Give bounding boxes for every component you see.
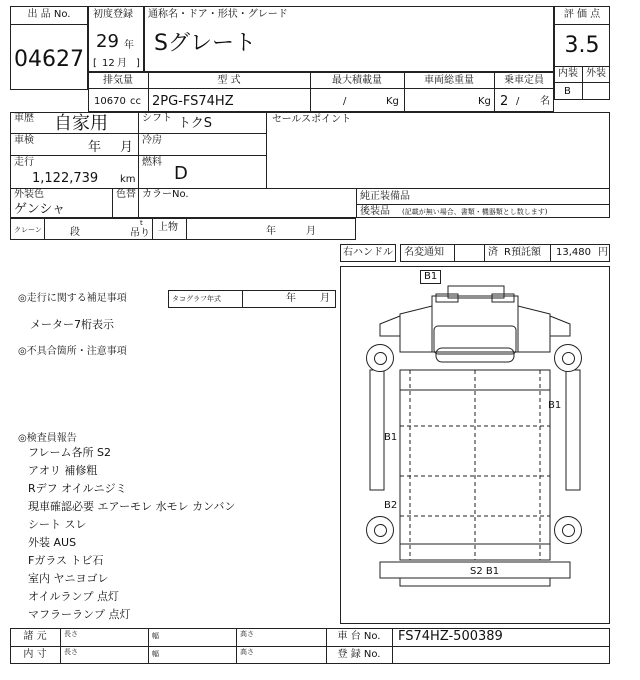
defects-title: ◎不具合箇所・注意事項 xyxy=(18,346,127,357)
report-line: マフラーランプ 点灯 xyxy=(28,608,131,621)
name-change-label: 名変通知 xyxy=(404,247,444,258)
color-swap-label: 色替 xyxy=(116,189,136,200)
first-registration-year: 29 xyxy=(96,31,119,52)
dims-label: 諸 元 xyxy=(23,631,47,642)
sales-point-label: セールスポイント xyxy=(272,114,352,125)
capacity-label: 乗車定員 xyxy=(504,75,544,86)
rhd-label: 右ハンドル xyxy=(343,247,393,258)
wheel-front-left xyxy=(366,344,394,372)
wheel-rear-right xyxy=(554,516,582,544)
first-registration-label: 初度登録 xyxy=(93,9,133,20)
inner-dims-label: 内 寸 xyxy=(23,649,47,660)
fuel-type: D xyxy=(174,163,188,184)
upper-body-label: 上物 xyxy=(158,222,178,233)
exterior-label: 外装 xyxy=(586,68,606,79)
max-load-label: 最大積載量 xyxy=(332,75,382,86)
recycle-deposit: 13,480 xyxy=(556,247,591,258)
damage-mark: S2 B1 xyxy=(470,566,500,577)
genuine-equipment-label: 純正装備品 xyxy=(360,191,410,202)
overall-score: 3.5 xyxy=(564,33,600,58)
recycle-deposit-label: R預託額 xyxy=(504,247,541,258)
report-line: 室内 ヤニヨゴレ xyxy=(28,572,109,585)
grade-label: 通称名・ドア・形状・グレード xyxy=(148,9,288,20)
aftermarket-note: (記載が無い場合、書類・機器類とし数します) xyxy=(402,208,548,216)
report-line: フレーム各所 S2 xyxy=(28,446,112,459)
chassis-number-label: 車 台 No. xyxy=(337,631,381,642)
interior-score: B xyxy=(564,86,571,97)
inspection-label: 車検 xyxy=(14,135,34,146)
shift-type: トクS xyxy=(178,116,212,131)
wheel-front-right xyxy=(554,344,582,372)
chassis-number: FS74HZ-500389 xyxy=(398,629,503,644)
model-label: 型 式 xyxy=(217,75,241,86)
damage-mark: B2 xyxy=(384,500,398,511)
report-line: 現車確認必要 エアーモレ 水モレ カンバン xyxy=(28,500,236,513)
damage-mark: B1 xyxy=(384,432,398,443)
vehicle-grade: Sグレート xyxy=(154,31,256,56)
inspector-report-title: ◎検査員報告 xyxy=(18,433,77,444)
model-code: 2PG-FS74HZ xyxy=(152,94,234,109)
mileage-notes-title: ◎走行に関する補足事項 xyxy=(18,293,127,304)
usage-label: 車歴 xyxy=(14,113,34,124)
auction-sheet: 出 品 No. 04627 初度登録 29 年 [ 12 月 ] 通称名・ドア・形状・グレード Sグレート 評 価 点 3.5 内装 外装 B 排気量 10670 cc 型 式 2PG-FS74HZ 最大積載量 / Kg 車両総重量 Kg 乗車定員 2 / 名 車歴 自家用 シフト トクS セールスポイント 車検 年 月 冷房 走行 1,122,739 km 燃料 D 外装色 ゲンシャ 色替 カラーNo. 純正装備品 後装品 (記載が無い場合、書類・機器類とし数します) クレーン 段 t 吊り 上物 年 月 右ハンドル 名変通知 済 R預託額 13,480 円 ◎走行に関する補足事項 タコグラフ年式 年 月 メーター7桁表示 ◎不具合箇所・注意事項 ◎検査員報告 フレーム各所 S2 アオリ 補修粗 Rデフ オイルニジミ 現車確認必要 エアーモレ 水モレ カンバン シート スレ 外装 AUS Fガラス トビ石 室内 ヤニヨゴレ オイルランプ 点灯 マフラーランプ 点灯 B1 B1 B1 B2 S2 B1 諸 元 内 寸 長さ 幅 高さ 長さ 幅 高さ 車 台 No. FS74HZ-500389 登 録 No. xyxy=(0,0,640,680)
tachograph-label: タコグラフ年式 xyxy=(172,295,221,303)
report-line: オイルランプ 点灯 xyxy=(28,590,119,603)
report-line: シート スレ xyxy=(28,518,87,531)
mileage-label: 走行 xyxy=(14,157,34,168)
crane-row xyxy=(10,218,356,240)
usage-type: 自家用 xyxy=(54,113,108,134)
mileage-note: メーター7桁表示 xyxy=(30,318,114,331)
damage-mark: B1 xyxy=(548,400,562,411)
lot-number: 04627 xyxy=(14,47,84,72)
score-label: 評 価 点 xyxy=(563,9,601,20)
seating-capacity: 2 xyxy=(500,94,509,109)
ext-color-label: 外装色 xyxy=(14,189,44,200)
wheel-rear-left xyxy=(366,516,394,544)
color-no-label: カラーNo. xyxy=(142,189,189,200)
crane-label: クレーン xyxy=(14,226,42,234)
report-line: 外装 AUS xyxy=(28,536,77,549)
report-line: Rデフ オイルニジミ xyxy=(28,482,127,495)
first-registration-month: 12 xyxy=(102,58,115,69)
shift-label: シフト xyxy=(142,113,172,124)
ac-label: 冷房 xyxy=(142,135,162,146)
displacement-label: 排気量 xyxy=(103,75,133,86)
registration-number-label: 登 録 No. xyxy=(337,649,381,660)
damage-mark: B1 xyxy=(420,270,441,284)
aftermarket-label: 後装品 xyxy=(360,206,390,217)
report-line: アオリ 補修粗 xyxy=(28,464,98,477)
displacement: 10670 xyxy=(94,96,126,107)
ext-color: ゲンシャ xyxy=(14,202,66,217)
lot-number-label: 出 品 No. xyxy=(27,9,71,20)
mileage: 1,122,739 xyxy=(32,171,99,186)
interior-label: 内装 xyxy=(558,68,578,79)
gross-weight-label: 車両総重量 xyxy=(424,75,474,86)
fuel-label: 燃料 xyxy=(142,157,162,168)
report-line: Fガラス トビ石 xyxy=(28,554,104,567)
